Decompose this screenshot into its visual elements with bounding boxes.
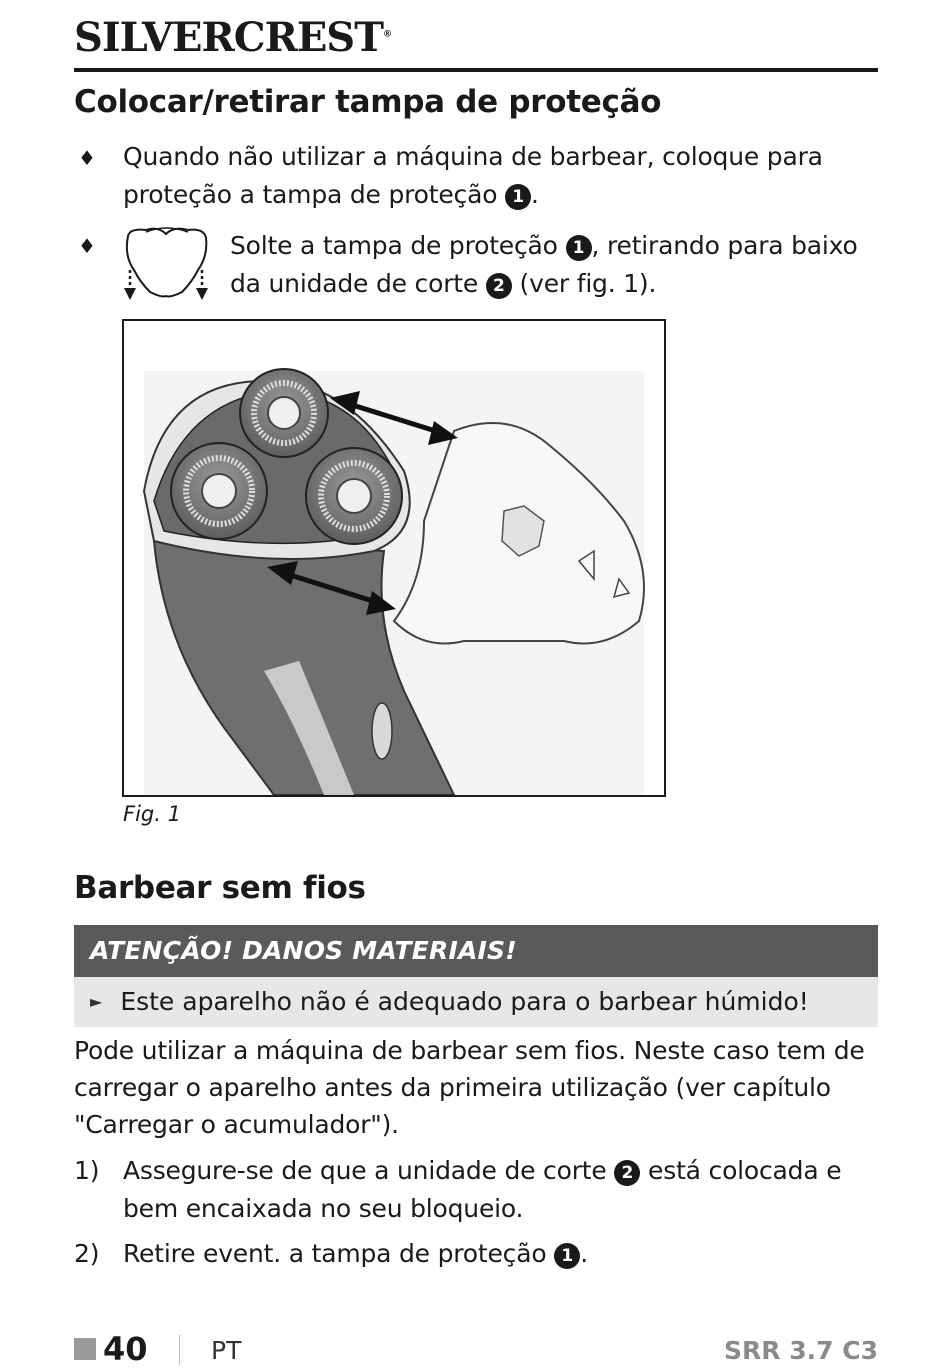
step-number: 1) [74, 1156, 100, 1185]
warning-body: ► Este aparelho não é adequado para o barbear húmido! [74, 977, 878, 1027]
figure-shaver-illustration [122, 319, 666, 797]
ref-badge: 1 [554, 1243, 580, 1269]
ref-badge: 1 [505, 184, 531, 210]
cutter-head [306, 448, 402, 544]
model-number: SRR 3.7 C3 [724, 1336, 878, 1365]
section-title-cordless: Barbear sem fios [74, 870, 366, 906]
shaver-drawing [124, 321, 664, 795]
header-rule [74, 68, 878, 72]
ref-badge: 2 [486, 273, 512, 299]
step-2-text: Retire event. a tampa de proteção 1 . [123, 1239, 588, 1268]
ref-badge: 2 [614, 1160, 640, 1186]
pointer-arrow-icon: ► [90, 992, 103, 1011]
cutter-head [171, 443, 267, 539]
section-title-cover: Colocar/retirar tampa de proteção [74, 84, 662, 120]
brand-logo: SILVERCREST® [74, 14, 392, 61]
figure-caption: Fig. 1 [123, 802, 181, 826]
bullet1-text: Quando não utilizar a máquina de barbear, coloque para proteção a tampa de proteção 1 . [123, 142, 823, 209]
cordless-paragraph: Pode utilizar a máquina de barbear sem fios. Neste caso tem de carregar o aparelho antes da primeira utilização (ver capítulo "Carregar o acumulador"). [74, 1036, 865, 1139]
step-1-text: Assegure-se de que a unidade de corte 2 está colocada e bem encaixada no seu bloqueio. [123, 1156, 842, 1223]
cutter-head [240, 369, 328, 457]
bullet2-text: Solte a tampa de proteção 1 , retirando para baixo da unidade de corte 2 (ver fig. 1). [230, 231, 858, 298]
bullet-diamond: ♦ [78, 234, 96, 258]
step-number: 2) [74, 1239, 100, 1268]
ref-badge: 1 [566, 235, 592, 261]
footer-square-marker [74, 1338, 96, 1360]
page-number: 40 [103, 1330, 148, 1368]
warning-header: ATENÇÃO! DANOS MATERIAIS! [74, 925, 878, 977]
bullet-diamond: ♦ [78, 146, 96, 170]
remove-cover-icon [118, 226, 214, 302]
footer-separator [179, 1335, 180, 1365]
language-code: PT [211, 1336, 242, 1365]
